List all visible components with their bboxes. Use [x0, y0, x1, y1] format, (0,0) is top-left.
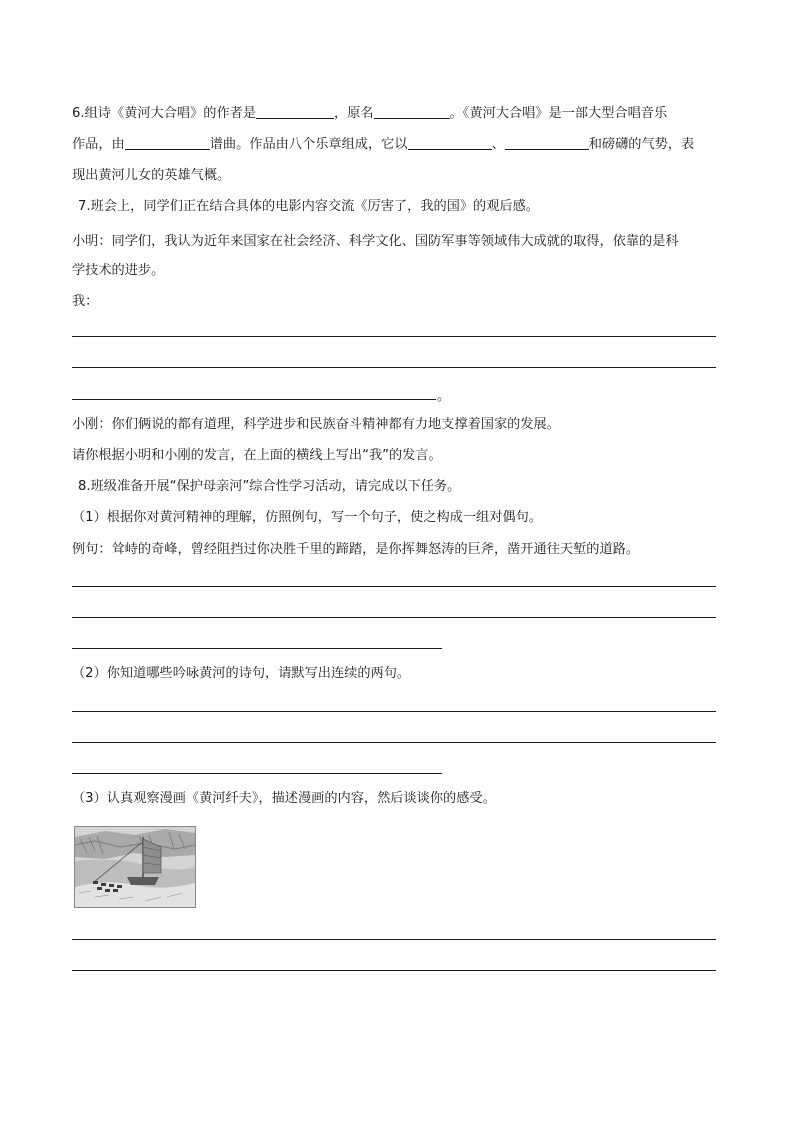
q8-intro: 8.班级准备开展“保护母亲河”综合性学习活动，请完成以下任务。	[78, 479, 461, 494]
q8-1-answer-line-2[interactable]	[72, 617, 716, 618]
q6-line-3: 现出黄河儿女的英雄气概。	[72, 168, 231, 183]
q8-3-answer-line-1[interactable]	[72, 939, 716, 940]
q6-blank-feature-2[interactable]	[505, 133, 589, 150]
q7-answer-line-1[interactable]	[72, 336, 716, 337]
q6-text: ，原名	[334, 106, 374, 121]
q8-2-answer-line-3[interactable]	[72, 773, 442, 774]
q7-answer-line-3[interactable]	[72, 399, 436, 400]
q6-line-1	[72, 98, 722, 129]
q6-line-2	[72, 129, 722, 160]
q8-1-answer-line-3[interactable]	[72, 648, 442, 649]
q8-sub2: （2）你知道哪些吟咏黄河的诗句，请默写出连续的两句。	[72, 666, 411, 681]
q8-sub1: （1）根据你对黄河精神的理解，仿照例句，写一个句子，使之构成一组对偶句。	[72, 510, 542, 525]
q8-3-answer-line-2[interactable]	[72, 970, 716, 971]
q8-example: 例句：耸峙的奇峰，曾经阻挡过你决胜千里的蹄踏，是你挥舞怒涛的巨斧，凿开通往天堑的道路。	[72, 542, 640, 557]
q7-xiaogang: 小刚：你们俩说的都有道理，科学进步和民族奋斗精神都有力地支撑着国家的发展。	[72, 417, 560, 432]
q6-blank-original-name[interactable]	[374, 102, 450, 119]
q6-text: 作品，由	[72, 137, 125, 152]
q6-text: 、	[491, 137, 505, 152]
q7-answer-line-2[interactable]	[72, 367, 716, 368]
q8-2-answer-line-2[interactable]	[72, 742, 716, 743]
q6-text: 。《黄河大合唱》是一部大型合唱音乐	[449, 106, 668, 121]
q7-intro: 7.班会上，同学们正在结合具体的电影内容交流《厉害了，我的国》的观后感。	[78, 199, 539, 214]
q8-sub3: （3）认真观察漫画《黄河纤夫》，描述漫画的内容，然后谈谈你的感受。	[72, 791, 496, 806]
q8-1-answer-line-1[interactable]	[72, 586, 716, 587]
q8-2-answer-line-1[interactable]	[72, 711, 716, 712]
q6-blank-composer[interactable]	[125, 133, 210, 150]
q6-text: 6.组诗《黄河大合唱》的作者是	[72, 106, 257, 121]
q6-text: 和磅礴的气势，表	[588, 137, 695, 152]
q7-period: 。	[437, 389, 451, 404]
q7-me-label: 我：	[72, 294, 99, 309]
q6-blank-feature-1[interactable]	[408, 133, 492, 150]
q6-text: 谱曲。作品由八个乐章组成，它以	[209, 137, 408, 152]
q7-instruction: 请你根据小明和小刚的发言，在上面的横线上写出“我”的发言。	[72, 448, 442, 463]
q7-xiaoming-line-1: 小明：同学们，我认为近年来国家在社会经济、科学文化、国防军事等领域伟大成就的取得，依靠的是科	[72, 234, 679, 249]
q6-blank-author[interactable]	[256, 102, 334, 119]
q7-xiaoming-line-2: 学技术的进步。	[72, 263, 165, 278]
yellow-river-trackers-comic-image	[74, 826, 196, 908]
